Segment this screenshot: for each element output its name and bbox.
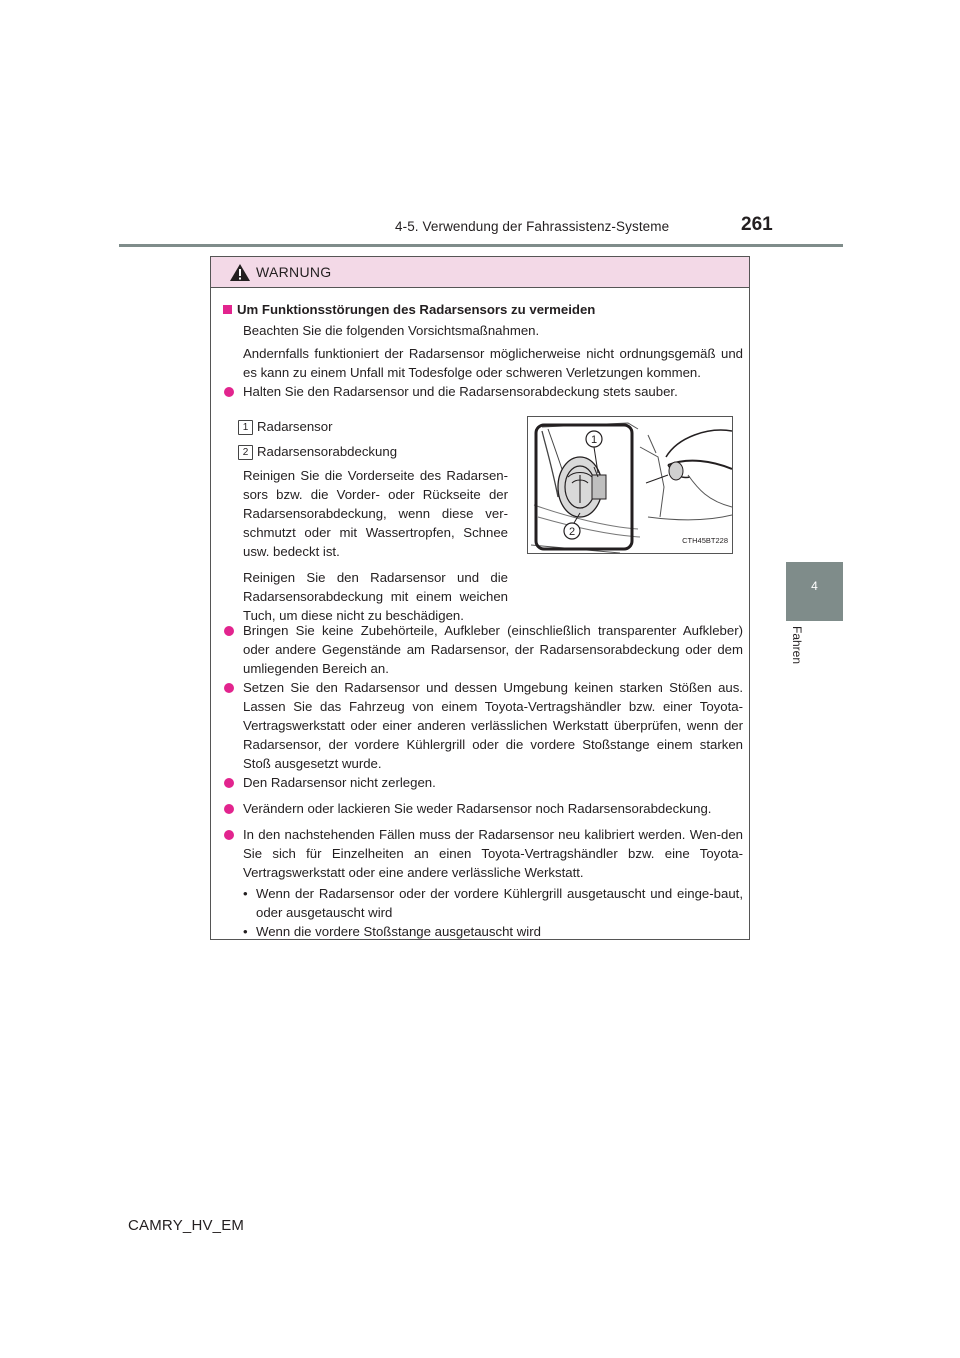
bullet-dot-icon [224, 387, 234, 397]
header-rule [119, 244, 843, 247]
clean-instructions-1: Reinigen Sie die Vorderseite des Radarsen-sors bzw. die Vorder- oder Rückseite der Radarsensorabdeckung, wenn diese ver-schmutzt oder mit Wassertropfen, Schnee usw. bedeckt ist. [243, 468, 508, 559]
sub-bullet-bumper: Wenn die vordere Stoßstange ausgetauscht wird [256, 924, 541, 939]
sub-bullet-marker: • [243, 924, 248, 939]
chapter-tab[interactable] [786, 562, 843, 621]
bullet-dot-icon [224, 804, 234, 814]
svg-text:1: 1 [591, 434, 598, 446]
bullet-no-accessories: Bringen Sie keine Zubehörteile, Aufkleber (einschließlich transparenter Aufkleber) oder andere Gegenstände am Radarsensor, der Radarsensorabdeckung oder dem umliegenden Bereich an. [243, 623, 743, 676]
warning-heading: Um Funktionsstörungen des Radarsensors zu vermeiden [223, 300, 743, 319]
part-number-1: 1 [238, 420, 253, 435]
warning-title: WARNUNG [256, 264, 332, 280]
bullet-no-impact: Setzen Sie den Radarsensor und dessen Umgebung keinen starken Stößen aus. Lassen Sie das Fahrzeug von einem Toyota-Vertragshändler bzw. einer Toyota-Vertragswerkstatt oder einer anderen verlässlichen Werkstatt überprüfen, wenn der Radarsensor, der vordere Kühlergrill oder die vordere Stoßstange einem starken Stoß ausgesetzt wurde. [243, 680, 743, 771]
bullet-recalibration: In den nachstehenden Fällen muss der Radarsensor neu kalibriert werden. Wen-den Sie sich für Einzelheiten an einen Toyota-Vertragshändler bzw. eine Toyota-Vertragswerkstatt oder eine andere verlässliche Werkstatt. [243, 827, 743, 880]
chapter-label: Fahren [790, 626, 804, 665]
bullet-dot-icon [224, 778, 234, 788]
radar-sensor-figure [527, 416, 733, 554]
part-label-1: Radarsensor [257, 419, 333, 434]
warning-triangle-icon [229, 263, 251, 282]
section-title: 4-5. Verwendung der Fahrassistenz-Systeme [395, 219, 670, 234]
bullet-no-disassembly: Den Radarsensor nicht zerlegen. [243, 775, 436, 790]
intro-text-1: Beachten Sie die folgenden Vorsichtsmaßnahmen. [243, 323, 540, 338]
part-label-2: Radarsensorabdeckung [257, 444, 398, 459]
part-number-2: 2 [238, 445, 253, 460]
footer-model-code: CAMRY_HV_EM [128, 1217, 245, 1234]
figure-code: CTH45BT228 [682, 536, 728, 545]
bullet-dot-icon [224, 626, 234, 636]
page-number: 261 [741, 214, 773, 235]
bullet-dot-icon [224, 683, 234, 693]
warning-content [211, 288, 749, 939]
intro-text-2: Andernfalls funktioniert der Radarsensor möglicherweise nicht ordnungsgemäß und es kann zu einem Unfall mit Todesfolge oder schweren Verletzungen kommen. [243, 346, 743, 380]
chapter-number: 4 [811, 579, 818, 593]
svg-text:2: 2 [569, 526, 576, 538]
bullet-dot-icon [224, 830, 234, 840]
square-bullet-icon [223, 305, 232, 314]
warning-box [210, 256, 750, 940]
clean-instructions-2: Reinigen Sie den Radarsensor und die Radarsensorabdeckung mit einem weichen Tuch, um diese nicht zu beschädigen. [243, 570, 508, 623]
bullet-no-modification: Verändern oder lackieren Sie weder Radarsensor noch Radarsensorabdeckung. [243, 801, 712, 816]
bullet-clean: Halten Sie den Radarsensor und die Radarsensorabdeckung stets sauber. [243, 384, 678, 399]
sub-bullet-marker: • [243, 886, 248, 901]
sub-bullet-grille: Wenn der Radarsensor oder der vordere Kühlergrill ausgetauscht und einge-baut, oder ausgetauscht wird [256, 886, 743, 920]
warning-header [211, 257, 749, 288]
